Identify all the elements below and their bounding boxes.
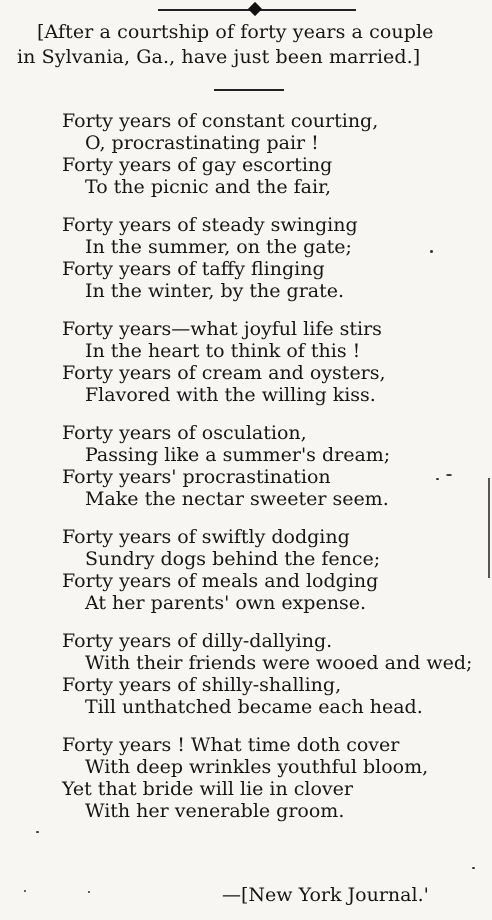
intro-note xyxy=(17,20,487,70)
verse-line: With her venerable groom. xyxy=(85,800,345,822)
section-divider xyxy=(214,89,284,91)
intro-line: in Sylvania, Ga., have just been married.] xyxy=(17,46,421,68)
stanza xyxy=(62,734,490,822)
verse-line: To the picnic and the fair, xyxy=(85,176,332,198)
verse-line: In the summer, on the gate; xyxy=(85,236,352,258)
verse-line: Flavored with the willing kiss. xyxy=(85,384,376,406)
ink-speck xyxy=(88,891,90,893)
verse-line: Passing like a summer's dream; xyxy=(85,444,391,466)
verse-line: With deep wrinkles youthful bloom, xyxy=(85,756,429,778)
verse-line: Forty years of meals and lodging xyxy=(62,570,379,592)
intro-line: [After a courtship of forty years a couple xyxy=(37,21,434,43)
verse-line: Forty years ! What time doth cover xyxy=(62,734,400,756)
verse-line: Sundry dogs behind the fence; xyxy=(85,548,381,570)
verse-line: Forty years of osculation, xyxy=(62,422,307,444)
source-attribution: —[New York Journal.' xyxy=(222,884,429,906)
verse-line: Forty years of gay escorting xyxy=(62,154,333,176)
verse-line: Forty years of taffy flinging xyxy=(62,258,325,280)
stanza xyxy=(62,526,490,614)
ink-speck xyxy=(430,250,433,253)
ink-speck xyxy=(24,890,26,892)
verse-line: In the winter, by the grate. xyxy=(85,280,345,302)
page-edge-mark xyxy=(488,478,490,578)
verse-line: Forty years of swiftly dodging xyxy=(62,526,350,548)
stanza xyxy=(62,318,490,406)
diamond-icon xyxy=(248,2,262,16)
ink-speck xyxy=(472,867,475,869)
verse-line: Forty years of shilly-shalling, xyxy=(62,674,342,696)
top-ornament-rule xyxy=(158,4,356,16)
verse-line: Yet that bride will lie in clover xyxy=(62,778,353,800)
verse-line: With their friends were wooed and wed; xyxy=(85,652,473,674)
verse-line: At her parents' own expense. xyxy=(85,592,366,614)
verse-line: In the heart to think of this ! xyxy=(85,340,361,362)
verse-line: Forty years of steady swinging xyxy=(62,214,358,236)
ink-speck xyxy=(36,831,39,833)
stanza xyxy=(62,422,490,510)
verse-line: Till unthatched became each head. xyxy=(85,696,423,718)
stanza xyxy=(62,630,490,718)
verse-line: Forty years of constant courting, xyxy=(62,110,379,132)
verse-line: O, procrastinating pair ! xyxy=(85,132,319,154)
poem xyxy=(62,110,490,838)
verse-line: Make the nectar sweeter seem. xyxy=(85,488,389,510)
stanza xyxy=(62,214,490,302)
verse-line: Forty years—what joyful life stirs xyxy=(62,318,382,340)
stanza xyxy=(62,110,490,198)
ink-speck xyxy=(446,474,452,476)
verse-line: Forty years' procrastination xyxy=(62,466,331,488)
verse-line: Forty years of dilly-dallying. xyxy=(62,630,333,652)
ink-speck xyxy=(436,478,439,480)
verse-line: Forty years of cream and oysters, xyxy=(62,362,386,384)
